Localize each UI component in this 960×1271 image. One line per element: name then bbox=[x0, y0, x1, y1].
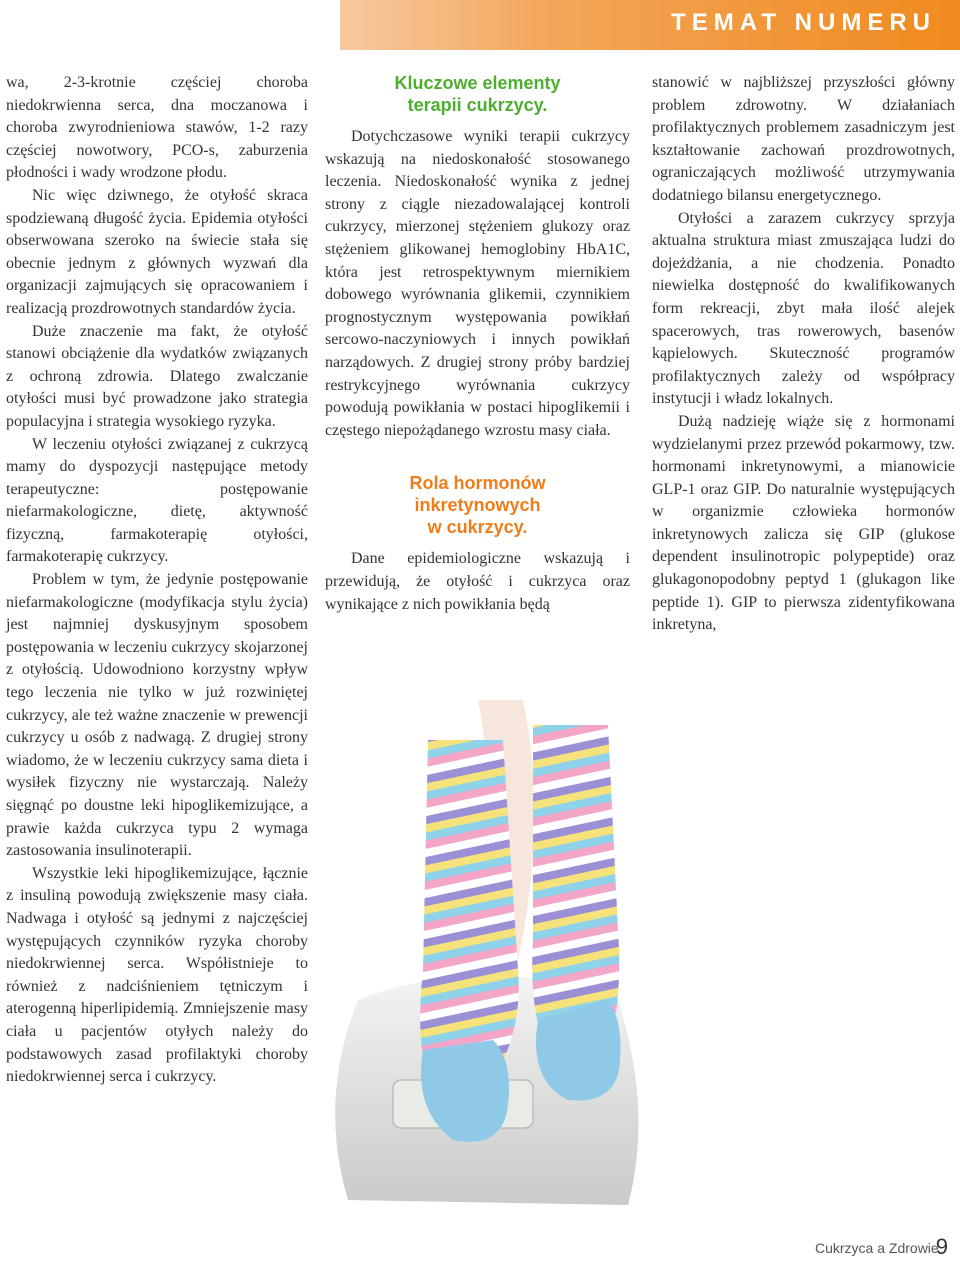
photo-feet-on-scale bbox=[318, 700, 648, 1240]
paragraph: Dane epidemiologiczne wskazują i przewidują, że otyłość i cukrzyca oraz wynikające z nich powikłania będą bbox=[325, 550, 630, 613]
paragraph: Duże znaczenie ma fakt, że otyłość stanowi obciążenie dla wydatków związanych z ochroną zdrowia. Dlatego zwalczanie otyłości musi być prowadzone jako strategia populacyjna i strategia wysokiego ryzyka. bbox=[6, 322, 308, 430]
paragraph: Dotychczasowe wyniki terapii cukrzycy wskazują na niedoskonałość stosowanego leczenia. Niedoskonałość wynika z jednej strony z ciągle niezadowalającej kontroli cukrzycy, mierzonej stężeniem glukozy oraz stężeniem glikowanej hemoglobiny HbA1C, która jest retrospektywnym miernikiem dobowego wyrównania glikemii, czynnikiem prognostycznym występowania powikłań sercowo-naczyniowych i innych powikłań narządowych. Z drugiej strony próby bardziej restrykcyjnego wyrównania cukrzycy powodują powikłania w postaci hipoglikemii i częstego niepożądanego wzrostu masy ciała. bbox=[325, 128, 630, 439]
paragraph: wa, 2-3-krotnie częściej choroba niedokrwienna serca, dna moczanowa i choroba zwyrodnieniowa stawów, 1-2 razy częściej nowotwory, PCO-s, zaburzenia płodności i wady wrodzone płodu. bbox=[6, 74, 308, 182]
header-bar bbox=[340, 0, 960, 50]
subheading-key-elements: Kluczowe elementy terapii cukrzycy. bbox=[394, 73, 561, 115]
journal-name: Cukrzyca a Zdrowie bbox=[815, 1240, 939, 1256]
paragraph: Nic więc dziwnego, że otyłość skraca spodziewaną długość życia. Epidemia otyłości obserwowana szeroko na świecie stała się obecnie jednym z głównych wyzwań dla organizacji zajmujących się opracowaniem i realizacją prozdrowotnych standardów życia. bbox=[6, 186, 308, 317]
subheading-incretin-role: Rola hormonów inkretynowych w cukrzycy. bbox=[409, 473, 546, 538]
paragraph: Otyłości a zarazem cukrzycy sprzyja aktualna struktura miast zmuszająca ludzi do dojeżdżania, a nie chodzenia. Ponadto niewielka dostępność do kwalifikowanych form rekreacji, zbyt mała ilość alejek spacerowych, tras rowerowych, basenów kąpielowych. Skuteczność programów profilaktycznych zależy od współpracy instytucji i władz lokalnych. bbox=[652, 209, 955, 408]
paragraph: stanowić w najbliższej przyszłości główny problem zdrowotny. W działaniach profilaktycznych problemem zasadniczym jest kształtowanie zachowań prozdrowotnych, ograniczających możliwość utrzymywania dodatniego bilansu energetycznego. bbox=[652, 74, 955, 204]
column-3 bbox=[652, 72, 955, 637]
paragraph: W leczeniu otyłości związanej z cukrzycą mamy do dyspozycji następujące metody terapeutyczne: postępowanie niefarmakologiczne, dietę, aktywność fizyczną, farmakoterapię otyłości, farmakoterapię cukrzycy. bbox=[6, 435, 308, 566]
paragraph: Problem w tym, że jedynie postępowanie niefarmakologiczne (modyfikacja stylu życia) jest najmniej dyskusyjnym sposobem postępowania w leczeniu cukrzycy skojarzonej z otyłością. Udowodniono korzystny wpływ tego leczenia nie tylko w już rozwiniętej cukrzycy, ale też ważne znaczenie w prewencji cukrzycy u osób z nadwagą. Z drugiej strony wiadomo, że w leczeniu cukrzycy sama dieta i wysiłek fizyczny nie wystarczają. Należy sięgnąć po doustne leki hipoglikemizujące, a prawie każda cukrzyca typu 2 wymaga zastosowania insulinoterapii. bbox=[6, 571, 308, 860]
page-number: 9 bbox=[935, 1234, 948, 1259]
column-2 bbox=[325, 72, 630, 616]
column-1 bbox=[6, 72, 308, 1089]
paragraph: Dużą nadzieję wiąże się z hormonami wydzielanymi przez przewód pokarmowy, tzw. hormonami inkretynowymi, a mianowicie GLP-1 oraz GIP. Do naturalnie występujących w organizmie człowieka hormonów inkretynowych zalicza się GIP (glukose dependent insulinotropic polypeptide) oraz glukagonopodobny peptyd 1 (glukagon like peptide 1). GIP to pierwsza zidentyfikowana inkretyna, bbox=[652, 412, 955, 634]
section-title: TEMAT NUMERU bbox=[671, 9, 936, 36]
paragraph: Wszystkie leki hipoglikemizujące, łącznie z insuliną powodują zwiększenie masy ciała. Nadwaga i otyłość są jednymi z najczęściej występujących czynników ryzyka choroby niedokrwiennej serca. Współistnieje to również z nadciśnieniem tętniczym i aterogenną hiperlipidemią. Zmniejszenie masy ciała u pacjentów otyłych należy do podstawowych zasad profilaktyki choroby niedokrwiennej serca i cukrzycy. bbox=[6, 864, 308, 1086]
